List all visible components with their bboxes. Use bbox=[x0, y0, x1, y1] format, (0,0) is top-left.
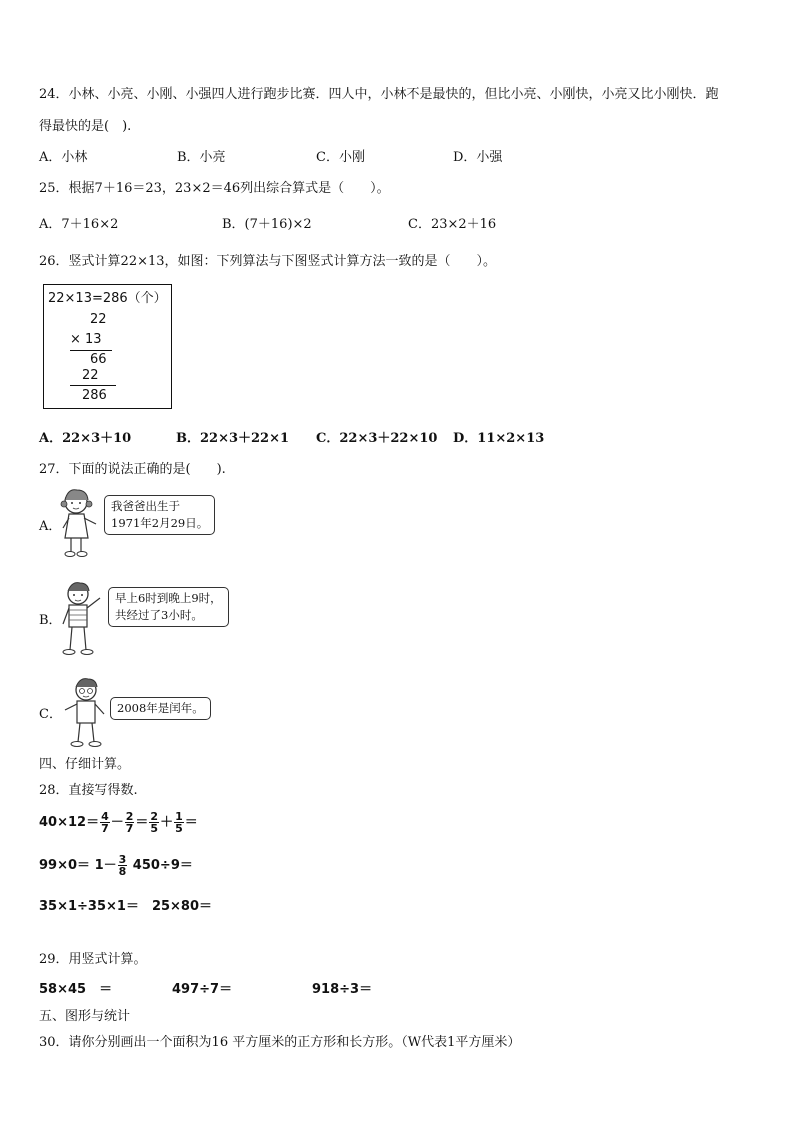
q29-item3: 918÷3＝ bbox=[312, 982, 373, 997]
q28-stem: 28．直接写得数. bbox=[39, 783, 138, 798]
q29-item1: 58×45 ＝ bbox=[39, 982, 113, 997]
speech-bubble-b bbox=[108, 587, 229, 627]
q24-option-a: A．小林 bbox=[39, 150, 88, 165]
boy-illustration-c bbox=[62, 676, 108, 750]
girl-illustration bbox=[60, 486, 102, 560]
calc-multiplicand: 22 bbox=[90, 312, 107, 327]
q28-row2 bbox=[39, 851, 193, 881]
calc-line-1 bbox=[70, 350, 112, 351]
q24-option-b: B．小亮 bbox=[177, 150, 226, 165]
q28-row1: 40×12＝ $\frac{4}{7}$ － $\frac{2}{7}$ ＝ $\frac{2}{5}$ ＋ $\frac{1}{5}$ ＝ bbox=[39, 810, 198, 835]
bubble-b-line2: 共经过了3小时。 bbox=[115, 608, 203, 622]
q26-option-d: D．11×2×13 bbox=[453, 431, 545, 446]
q25-option-b: B．(7＋16)×2 bbox=[222, 217, 312, 232]
fraction: $\frac{4}{7}$ bbox=[101, 810, 109, 835]
q29-item2: 497÷7＝ bbox=[172, 982, 233, 997]
fraction: $\frac{1}{5}$ bbox=[175, 810, 183, 835]
q24-option-c: C．小刚 bbox=[316, 150, 365, 165]
fraction: $\frac{3}{8}$ bbox=[118, 853, 127, 878]
q28-r2-expr2: 1－ bbox=[94, 858, 117, 873]
q26-option-a: A．22×3＋10 bbox=[39, 431, 132, 446]
q30-stem: 30．请你分别画出一个面积为16 平方厘米的正方形和长方形。（W代表1平方厘米） bbox=[39, 1035, 521, 1050]
q26-option-b: B．22×3＋22×1 bbox=[176, 431, 290, 446]
calc-partial-1: 66 bbox=[90, 352, 107, 367]
bubble-c-line1: 2008年是闰年。 bbox=[117, 701, 204, 715]
q25-stem: 25．根据7＋16＝23，23×2＝46列出综合算式是（ ）。 bbox=[39, 181, 390, 196]
q28-r1-expr1: 40×12＝ bbox=[39, 815, 100, 830]
vertical-calculation-box bbox=[43, 284, 172, 409]
q28-r2-expr3: 450÷9＝ bbox=[132, 858, 193, 873]
q26-option-c: C．22×3＋22×10 bbox=[316, 431, 438, 446]
q27-option-c-label: C． bbox=[39, 707, 62, 722]
section-five-heading: 五、图形与统计 bbox=[39, 1009, 131, 1024]
q28-row3: 35×1÷35×1＝ 25×80＝ bbox=[39, 899, 213, 914]
q25-option-c: C．23×2＋16 bbox=[408, 217, 497, 232]
q27-option-b-label: B． bbox=[39, 613, 62, 628]
boy-illustration-b bbox=[60, 580, 104, 658]
q27-stem: 27．下面的说法正确的是( ). bbox=[39, 462, 226, 477]
q25-option-a: A．7＋16×2 bbox=[39, 217, 119, 232]
calc-line-2 bbox=[70, 385, 116, 386]
q24-option-d: D．小强 bbox=[453, 150, 503, 165]
q24-stem-line1: 24．小林、小亮、小刚、小强四人进行跑步比赛．四人中，小林不是最快的，但比小亮、小刚快，小亮又比小刚快．跑 bbox=[39, 87, 719, 102]
bubble-a-line1: 我爸爸出生于 bbox=[111, 499, 180, 513]
speech-bubble-a bbox=[104, 495, 215, 535]
fraction: $\frac{2}{5}$ bbox=[150, 810, 159, 835]
bubble-a-line2: 1971年2月29日。 bbox=[111, 516, 209, 530]
calc-header: 22×13=286（个） bbox=[48, 291, 167, 306]
calc-result: 286 bbox=[82, 388, 107, 403]
q24-stem-line2: 得最快的是( ). bbox=[39, 119, 132, 134]
q28-r2-expr1: 99×0＝ bbox=[39, 858, 91, 873]
section-four-heading: 四、仔细计算。 bbox=[39, 757, 131, 772]
q29-stem: 29．用竖式计算。 bbox=[39, 952, 147, 967]
q26-stem: 26．竖式计算22×13，如图：下列算法与下图竖式计算方法一致的是（ ）。 bbox=[39, 254, 497, 269]
bubble-b-line1: 早上6时到晚上9时， bbox=[115, 591, 222, 605]
calc-multiplier: × 13 bbox=[70, 332, 102, 347]
speech-bubble-c bbox=[110, 697, 211, 720]
calc-partial-2: 22 bbox=[82, 368, 99, 383]
q27-option-a-label: A． bbox=[39, 519, 62, 534]
fraction: $\frac{2}{7}$ bbox=[125, 810, 134, 835]
